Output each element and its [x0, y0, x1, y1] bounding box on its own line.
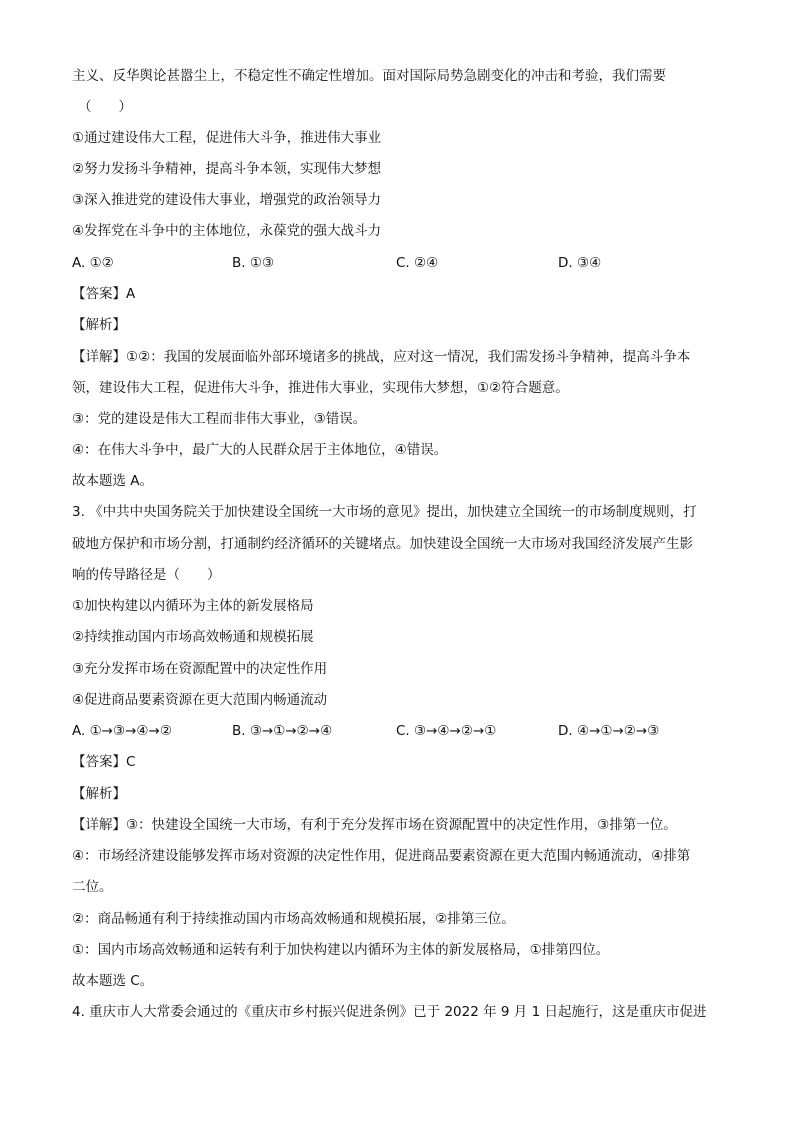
- q3-option-d: D. ④→①→②→③: [558, 723, 660, 739]
- q3-stem-line-2: 破地方保护和市场分割，打通制约经济循环的关键堵点。加快建设全国统一大市场对我国经济发展产生影: [72, 536, 693, 552]
- q2-option-a: A. ①②: [72, 255, 114, 271]
- q3-analysis-label: 【解析】: [72, 786, 126, 802]
- q2-option-b: B. ①③: [232, 255, 275, 271]
- q2-detail-line-4: ④：在伟大斗争中，最广大的人民群众居于主体地位，④错误。: [72, 442, 448, 458]
- q2-item-3: ③深入推进党的建设伟大事业，增强党的政治领导力: [72, 192, 382, 208]
- q3-option-a: A. ①→③→④→②: [72, 723, 172, 739]
- q3-detail-line-5: ①：国内市场高效畅通和运转有利于加快构建以内循环为主体的新发展格局，①排第四位。: [72, 942, 610, 958]
- q2-item-2: ②努力发扬斗争精神，提高斗争本领，实现伟大梦想: [72, 161, 382, 177]
- q3-stem-line-3: 响的传导路径是（ ）: [72, 567, 221, 583]
- q2-conclusion: 故本题选 A。: [72, 473, 154, 489]
- q2-analysis-label: 【解析】: [72, 317, 126, 333]
- q3-detail-line-2: ④：市场经济建设能够发挥市场对资源的决定性作用，促进商品要素资源在更大范围内畅通流动，④排第: [72, 848, 691, 864]
- q2-detail-line-2: 领，建设伟大工程，促进伟大斗争，推进伟大事业，实现伟大梦想，①②符合题意。: [72, 380, 569, 396]
- q3-stem-line-1: 3. 《中共中央国务院关于加快建设全国统一大市场的意见》提出，加快建立全国统一的市场制度规则，打: [72, 504, 697, 520]
- q2-option-d: D. ③④: [558, 255, 602, 271]
- q2-option-c: C. ②④: [396, 255, 439, 271]
- q2-stem-line-1: 主义、反华舆论甚嚣尘上，不稳定性不确定性增加。面对国际局势急剧变化的冲击和考验，我们需要: [72, 68, 666, 84]
- q3-detail-line-4: ②：商品畅通有利于持续推动国内市场高效畅通和规模拓展，②排第三位。: [72, 911, 515, 927]
- q2-answer: 【答案】A: [72, 286, 136, 302]
- q3-conclusion: 故本题选 C。: [72, 973, 154, 989]
- q3-item-2: ②持续推动国内市场高效畅通和规模拓展: [72, 629, 314, 645]
- q2-detail-line-3: ③：党的建设是伟大工程而非伟大事业，③错误。: [72, 411, 367, 427]
- q3-item-3: ③充分发挥市场在资源配置中的决定性作用: [72, 661, 328, 677]
- q4-stem-line-1: 4. 重庆市人大常委会通过的《重庆市乡村振兴促进条例》已于 2022 年 9 月 1 日起施行，这是重庆市促进: [72, 1004, 707, 1020]
- q3-answer: 【答案】C: [72, 754, 136, 770]
- q2-item-4: ④发挥党在斗争中的主体地位，永葆党的强大战斗力: [72, 223, 382, 239]
- q3-option-c: C. ③→④→②→①: [396, 723, 497, 739]
- q3-detail-line-1: 【详解】③：快建设全国统一大市场，有利于充分发挥市场在资源配置中的决定性作用，③排第一位。: [72, 817, 677, 833]
- q3-option-b: B. ③→①→②→④: [232, 723, 333, 739]
- q2-item-1: ①通过建设伟大工程，促进伟大斗争，推进伟大事业: [72, 130, 382, 146]
- q3-item-1: ①加快构建以内循环为主体的新发展格局: [72, 598, 314, 614]
- q3-item-4: ④促进商品要素资源在更大范围内畅通流动: [72, 692, 328, 708]
- q2-stem-line-2: （ ）: [78, 99, 132, 115]
- q3-detail-line-3: 二位。: [72, 879, 113, 895]
- q2-detail-line-1: 【详解】①②：我国的发展面临外部环境诸多的挑战，应对这一情况，我们需发扬斗争精神，提高斗争本: [72, 349, 691, 365]
